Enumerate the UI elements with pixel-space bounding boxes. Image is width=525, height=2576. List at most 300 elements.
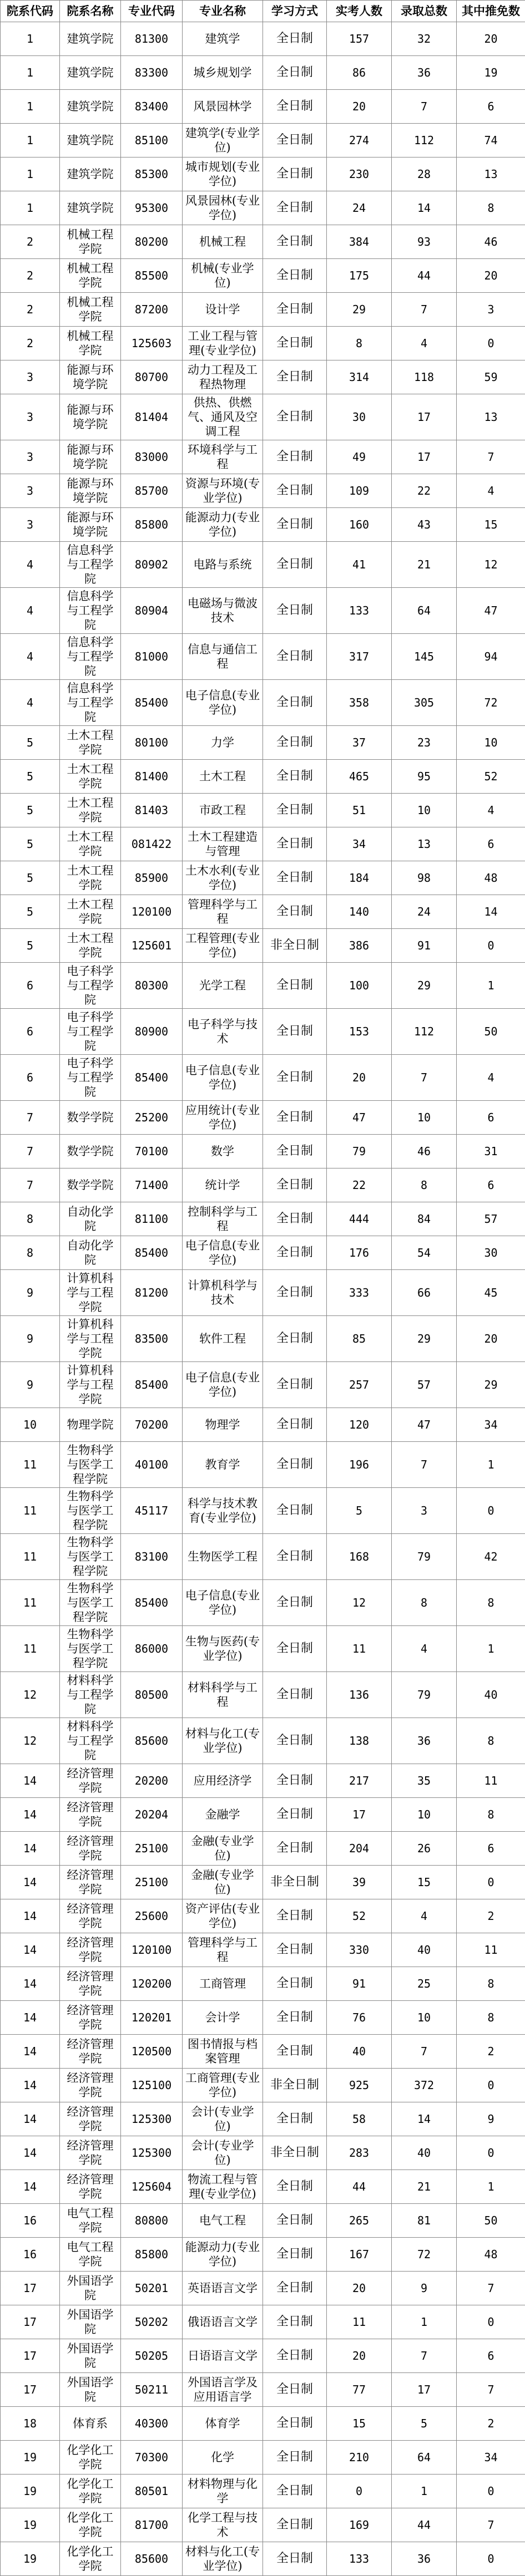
table-body bbox=[1, 22, 525, 2576]
recommended-count-cell: 7 bbox=[457, 2508, 525, 2542]
admit-total-cell: 35 bbox=[392, 1764, 457, 1798]
admit-total-cell: 36 bbox=[392, 2542, 457, 2576]
recommended-count-cell: 29 bbox=[457, 1362, 525, 1408]
admit-total-cell: 4 bbox=[392, 1899, 457, 1933]
major-name-cell: 软件工程 bbox=[183, 1316, 263, 1362]
dept-code-cell: 9 bbox=[1, 1362, 60, 1408]
major-code-cell: 120200 bbox=[121, 1967, 183, 2001]
dept-code-cell: 6 bbox=[1, 963, 60, 1009]
admit-total-cell: 43 bbox=[392, 508, 457, 542]
table-row bbox=[1, 929, 525, 963]
recommended-count-cell: 94 bbox=[457, 634, 525, 680]
dept-code-cell: 19 bbox=[1, 2441, 60, 2475]
major-name-cell: 能源动力(专业学位) bbox=[183, 2238, 263, 2272]
dept-name-cell: 计算机科学与工程学院 bbox=[60, 1316, 121, 1362]
dept-code-cell: 19 bbox=[1, 2508, 60, 2542]
study-mode-cell: 全日制 bbox=[263, 1626, 327, 1672]
dept-code-cell: 14 bbox=[1, 2102, 60, 2136]
dept-code-cell: 5 bbox=[1, 726, 60, 760]
study-mode-cell: 全日制 bbox=[263, 1488, 327, 1534]
exam-count-cell: 169 bbox=[327, 2508, 392, 2542]
major-code-cell: 83400 bbox=[121, 90, 183, 124]
dept-code-cell: 2 bbox=[1, 293, 60, 327]
recommended-count-cell: 4 bbox=[457, 1055, 525, 1101]
dept-code-cell: 10 bbox=[1, 1408, 60, 1442]
major-code-cell: 85400 bbox=[121, 680, 183, 726]
exam-count-cell: 85 bbox=[327, 1316, 392, 1362]
dept-name-cell: 数学学院 bbox=[60, 1168, 121, 1202]
major-name-cell: 工商管理 bbox=[183, 1967, 263, 2001]
study-mode-cell: 全日制 bbox=[263, 1672, 327, 1718]
admit-total-cell: 372 bbox=[392, 2069, 457, 2102]
admit-total-cell: 10 bbox=[392, 1798, 457, 1832]
major-name-cell: 工业工程与管理(专业学位) bbox=[183, 327, 263, 360]
recommended-count-cell: 1 bbox=[457, 1442, 525, 1488]
major-code-cell: 120500 bbox=[121, 2035, 183, 2069]
dept-name-cell: 生物科学与医学工程学院 bbox=[60, 1534, 121, 1580]
major-code-cell: 081422 bbox=[121, 827, 183, 861]
exam-count-cell: 109 bbox=[327, 474, 392, 508]
table-row bbox=[1, 1866, 525, 1899]
recommended-count-cell: 1 bbox=[457, 963, 525, 1009]
study-mode-cell: 非全日制 bbox=[263, 1866, 327, 1899]
dept-name-cell: 建筑学院 bbox=[60, 56, 121, 90]
major-name-cell: 电子信息(专业学位) bbox=[183, 1055, 263, 1101]
dept-name-cell: 信息科学与工程学院 bbox=[60, 634, 121, 680]
dept-name-cell: 物理学院 bbox=[60, 1408, 121, 1442]
major-name-cell: 应用统计(专业学位) bbox=[183, 1101, 263, 1135]
dept-code-cell: 14 bbox=[1, 2136, 60, 2170]
major-code-cell: 80300 bbox=[121, 963, 183, 1009]
admit-total-cell: 57 bbox=[392, 1362, 457, 1408]
major-code-cell: 70300 bbox=[121, 2441, 183, 2475]
exam-count-cell: 51 bbox=[327, 794, 392, 827]
table-row bbox=[1, 963, 525, 1009]
table-row bbox=[1, 2238, 525, 2272]
dept-name-cell: 外国语学院 bbox=[60, 2373, 121, 2407]
major-name-cell: 光学工程 bbox=[183, 963, 263, 1009]
dept-name-cell: 计算机科学与工程学院 bbox=[60, 1270, 121, 1316]
table-row bbox=[1, 794, 525, 827]
major-name-cell: 日语语言文学 bbox=[183, 2339, 263, 2373]
major-code-cell: 80700 bbox=[121, 360, 183, 394]
study-mode-cell: 全日制 bbox=[263, 827, 327, 861]
admit-total-cell: 95 bbox=[392, 760, 457, 794]
dept-name-cell: 能源与环境学院 bbox=[60, 394, 121, 440]
table-row bbox=[1, 2170, 525, 2204]
dept-name-cell: 经济管理学院 bbox=[60, 2170, 121, 2204]
study-mode-cell: 全日制 bbox=[263, 963, 327, 1009]
admit-total-cell: 22 bbox=[392, 474, 457, 508]
admit-total-cell: 91 bbox=[392, 929, 457, 963]
dept-code-cell: 12 bbox=[1, 1718, 60, 1764]
study-mode-cell: 全日制 bbox=[263, 1718, 327, 1764]
dept-code-cell: 1 bbox=[1, 124, 60, 157]
dept-name-cell: 能源与环境学院 bbox=[60, 474, 121, 508]
table-row bbox=[1, 1316, 525, 1362]
table-row bbox=[1, 760, 525, 794]
study-mode-cell: 全日制 bbox=[263, 394, 327, 440]
admit-total-cell: 46 bbox=[392, 1135, 457, 1168]
dept-name-cell: 信息科学与工程学院 bbox=[60, 680, 121, 726]
exam-count-cell: 0 bbox=[327, 2475, 392, 2508]
major-code-cell: 25600 bbox=[121, 1899, 183, 1933]
recommended-count-cell: 34 bbox=[457, 1408, 525, 1442]
admit-total-cell: 21 bbox=[392, 542, 457, 588]
study-mode-cell: 全日制 bbox=[263, 1135, 327, 1168]
dept-code-cell: 5 bbox=[1, 895, 60, 929]
recommended-count-cell: 8 bbox=[457, 191, 525, 225]
major-code-cell: 95300 bbox=[121, 191, 183, 225]
study-mode-cell: 全日制 bbox=[263, 634, 327, 680]
dept-name-cell: 数学学院 bbox=[60, 1101, 121, 1135]
study-mode-cell: 全日制 bbox=[263, 2475, 327, 2508]
table-row bbox=[1, 895, 525, 929]
major-name-cell: 材料科学与工程 bbox=[183, 1672, 263, 1718]
exam-count-cell: 100 bbox=[327, 963, 392, 1009]
admit-total-cell: 5 bbox=[392, 2407, 457, 2441]
major-name-cell: 体育学 bbox=[183, 2407, 263, 2441]
study-mode-cell: 全日制 bbox=[263, 1832, 327, 1866]
major-code-cell: 80501 bbox=[121, 2475, 183, 2508]
table-row bbox=[1, 2069, 525, 2102]
major-name-cell: 能源动力(专业学位) bbox=[183, 508, 263, 542]
table-row bbox=[1, 2441, 525, 2475]
recommended-count-cell: 19 bbox=[457, 56, 525, 90]
major-code-cell: 85400 bbox=[121, 1055, 183, 1101]
recommended-count-cell: 0 bbox=[457, 929, 525, 963]
dept-code-cell: 11 bbox=[1, 1580, 60, 1626]
admit-total-cell: 4 bbox=[392, 1626, 457, 1672]
admit-total-cell: 81 bbox=[392, 2204, 457, 2238]
exam-count-cell: 40 bbox=[327, 2035, 392, 2069]
major-code-cell: 85400 bbox=[121, 1236, 183, 1270]
table-row bbox=[1, 2035, 525, 2069]
table-row bbox=[1, 360, 525, 394]
table-row bbox=[1, 1798, 525, 1832]
exam-count-cell: 196 bbox=[327, 1442, 392, 1488]
exam-count-cell: 20 bbox=[327, 2272, 392, 2305]
recommended-count-cell: 20 bbox=[457, 259, 525, 293]
dept-code-cell: 8 bbox=[1, 1236, 60, 1270]
study-mode-cell: 全日制 bbox=[263, 2339, 327, 2373]
recommended-count-cell: 48 bbox=[457, 861, 525, 895]
dept-code-cell: 14 bbox=[1, 1967, 60, 2001]
major-name-cell: 工商管理(专业学位) bbox=[183, 2069, 263, 2102]
admit-total-cell: 40 bbox=[392, 2136, 457, 2170]
major-name-cell: 科学与技术教育(专业学位) bbox=[183, 1488, 263, 1534]
dept-name-cell: 化学化工学院 bbox=[60, 2475, 121, 2508]
recommended-count-cell: 0 bbox=[457, 2475, 525, 2508]
exam-count-cell: 8 bbox=[327, 327, 392, 360]
dept-code-cell: 4 bbox=[1, 588, 60, 634]
dept-name-cell: 建筑学院 bbox=[60, 191, 121, 225]
exam-count-cell: 86 bbox=[327, 56, 392, 90]
recommended-count-cell: 47 bbox=[457, 588, 525, 634]
dept-name-cell: 材料科学与工程学院 bbox=[60, 1718, 121, 1764]
dept-code-cell: 17 bbox=[1, 2305, 60, 2339]
major-code-cell: 71400 bbox=[121, 1168, 183, 1202]
dept-code-cell: 18 bbox=[1, 2407, 60, 2441]
exam-count-cell: 136 bbox=[327, 1672, 392, 1718]
dept-code-cell: 14 bbox=[1, 2069, 60, 2102]
study-mode-cell: 全日制 bbox=[263, 2373, 327, 2407]
study-mode-cell: 全日制 bbox=[263, 191, 327, 225]
table-row bbox=[1, 191, 525, 225]
exam-count-cell: 29 bbox=[327, 293, 392, 327]
recommended-count-cell: 7 bbox=[457, 2373, 525, 2407]
major-code-cell: 125300 bbox=[121, 2102, 183, 2136]
major-name-cell: 土木工程 bbox=[183, 760, 263, 794]
dept-name-cell: 材料科学与工程学院 bbox=[60, 1672, 121, 1718]
table-row bbox=[1, 327, 525, 360]
recommended-count-cell: 8 bbox=[457, 1798, 525, 1832]
dept-code-cell: 14 bbox=[1, 1798, 60, 1832]
dept-code-cell: 14 bbox=[1, 2170, 60, 2204]
dept-code-cell: 14 bbox=[1, 2035, 60, 2069]
major-code-cell: 87200 bbox=[121, 293, 183, 327]
study-mode-cell: 全日制 bbox=[263, 474, 327, 508]
dept-name-cell: 经济管理学院 bbox=[60, 1832, 121, 1866]
major-code-cell: 80200 bbox=[121, 225, 183, 259]
table-row bbox=[1, 2407, 525, 2441]
table-row bbox=[1, 157, 525, 191]
exam-count-cell: 79 bbox=[327, 1135, 392, 1168]
dept-code-cell: 3 bbox=[1, 440, 60, 474]
dept-name-cell: 土木工程学院 bbox=[60, 794, 121, 827]
study-mode-cell: 全日制 bbox=[263, 157, 327, 191]
admit-total-cell: 14 bbox=[392, 2102, 457, 2136]
major-code-cell: 25100 bbox=[121, 1866, 183, 1899]
dept-code-cell: 4 bbox=[1, 680, 60, 726]
study-mode-cell: 全日制 bbox=[263, 895, 327, 929]
major-code-cell: 50202 bbox=[121, 2305, 183, 2339]
header-dept-code: 院系代码 bbox=[1, 1, 60, 22]
dept-code-cell: 11 bbox=[1, 1534, 60, 1580]
major-name-cell: 计算机科学与技术 bbox=[183, 1270, 263, 1316]
dept-name-cell: 建筑学院 bbox=[60, 90, 121, 124]
table-row bbox=[1, 440, 525, 474]
major-name-cell: 电子信息(专业学位) bbox=[183, 1580, 263, 1626]
major-code-cell: 83100 bbox=[121, 1534, 183, 1580]
study-mode-cell: 全日制 bbox=[263, 1270, 327, 1316]
exam-count-cell: 157 bbox=[327, 22, 392, 56]
exam-count-cell: 39 bbox=[327, 1866, 392, 1899]
dept-name-cell: 经济管理学院 bbox=[60, 1899, 121, 1933]
study-mode-cell: 全日制 bbox=[263, 1316, 327, 1362]
dept-code-cell: 6 bbox=[1, 1009, 60, 1055]
major-name-cell: 金融(专业学位) bbox=[183, 1832, 263, 1866]
dept-name-cell: 能源与环境学院 bbox=[60, 508, 121, 542]
major-name-cell: 物理学 bbox=[183, 1408, 263, 1442]
dept-name-cell: 建筑学院 bbox=[60, 157, 121, 191]
dept-code-cell: 17 bbox=[1, 2272, 60, 2305]
exam-count-cell: 153 bbox=[327, 1009, 392, 1055]
study-mode-cell: 全日制 bbox=[263, 1798, 327, 1832]
recommended-count-cell: 0 bbox=[457, 2136, 525, 2170]
major-name-cell: 环境科学与工程 bbox=[183, 440, 263, 474]
dept-code-cell: 14 bbox=[1, 1764, 60, 1798]
major-name-cell: 会计(专业学位) bbox=[183, 2136, 263, 2170]
header-recommended-count: 其中推免数 bbox=[457, 1, 525, 22]
table-row bbox=[1, 634, 525, 680]
dept-code-cell: 4 bbox=[1, 542, 60, 588]
admit-total-cell: 79 bbox=[392, 1534, 457, 1580]
table-row bbox=[1, 1362, 525, 1408]
major-code-cell: 85800 bbox=[121, 2238, 183, 2272]
major-code-cell: 50201 bbox=[121, 2272, 183, 2305]
table-row bbox=[1, 225, 525, 259]
table-row bbox=[1, 2136, 525, 2170]
table-row bbox=[1, 56, 525, 90]
exam-count-cell: 167 bbox=[327, 2238, 392, 2272]
table-row bbox=[1, 22, 525, 56]
dept-name-cell: 生物科学与医学工程学院 bbox=[60, 1442, 121, 1488]
study-mode-cell: 全日制 bbox=[263, 542, 327, 588]
study-mode-cell: 全日制 bbox=[263, 1055, 327, 1101]
major-code-cell: 81404 bbox=[121, 394, 183, 440]
major-code-cell: 85300 bbox=[121, 157, 183, 191]
dept-code-cell: 2 bbox=[1, 259, 60, 293]
admit-total-cell: 79 bbox=[392, 1672, 457, 1718]
study-mode-cell: 全日制 bbox=[263, 588, 327, 634]
major-code-cell: 40100 bbox=[121, 1442, 183, 1488]
table-row bbox=[1, 680, 525, 726]
dept-code-cell: 1 bbox=[1, 90, 60, 124]
dept-name-cell: 生物科学与医学工程学院 bbox=[60, 1580, 121, 1626]
admit-total-cell: 54 bbox=[392, 1236, 457, 1270]
admit-total-cell: 9 bbox=[392, 2272, 457, 2305]
table-row bbox=[1, 1672, 525, 1718]
admit-total-cell: 44 bbox=[392, 2508, 457, 2542]
major-name-cell: 风景园林(专业学位) bbox=[183, 191, 263, 225]
table-row bbox=[1, 394, 525, 440]
dept-name-cell: 生物科学与医学工程学院 bbox=[60, 1626, 121, 1672]
exam-count-cell: 30 bbox=[327, 394, 392, 440]
major-code-cell: 81400 bbox=[121, 760, 183, 794]
header-major-name: 专业名称 bbox=[183, 1, 263, 22]
recommended-count-cell: 2 bbox=[457, 1899, 525, 1933]
admit-total-cell: 7 bbox=[392, 2339, 457, 2373]
table-row bbox=[1, 1408, 525, 1442]
dept-code-cell: 17 bbox=[1, 2373, 60, 2407]
table-row bbox=[1, 1270, 525, 1316]
exam-count-cell: 12 bbox=[327, 1580, 392, 1626]
major-name-cell: 建筑学(专业学位) bbox=[183, 124, 263, 157]
major-code-cell: 81300 bbox=[121, 22, 183, 56]
admit-total-cell: 24 bbox=[392, 895, 457, 929]
major-name-cell: 电子信息(专业学位) bbox=[183, 1236, 263, 1270]
study-mode-cell: 全日制 bbox=[263, 2001, 327, 2035]
recommended-count-cell: 20 bbox=[457, 22, 525, 56]
table-row bbox=[1, 1236, 525, 1270]
exam-count-cell: 160 bbox=[327, 508, 392, 542]
dept-name-cell: 建筑学院 bbox=[60, 124, 121, 157]
table-row bbox=[1, 2508, 525, 2542]
dept-code-cell: 7 bbox=[1, 1168, 60, 1202]
exam-count-cell: 41 bbox=[327, 542, 392, 588]
major-name-cell: 电子信息(专业学位) bbox=[183, 1362, 263, 1408]
major-code-cell: 81100 bbox=[121, 1202, 183, 1236]
study-mode-cell: 全日制 bbox=[263, 259, 327, 293]
major-name-cell: 电磁场与微波技术 bbox=[183, 588, 263, 634]
recommended-count-cell: 9 bbox=[457, 2102, 525, 2136]
dept-code-cell: 1 bbox=[1, 157, 60, 191]
admit-total-cell: 10 bbox=[392, 2001, 457, 2035]
dept-code-cell: 14 bbox=[1, 2001, 60, 2035]
dept-name-cell: 经济管理学院 bbox=[60, 1933, 121, 1967]
exam-count-cell: 76 bbox=[327, 2001, 392, 2035]
recommended-count-cell: 12 bbox=[457, 542, 525, 588]
recommended-count-cell: 13 bbox=[457, 394, 525, 440]
dept-name-cell: 能源与环境学院 bbox=[60, 360, 121, 394]
exam-count-cell: 204 bbox=[327, 1832, 392, 1866]
recommended-count-cell: 8 bbox=[457, 2001, 525, 2035]
dept-name-cell: 能源与环境学院 bbox=[60, 440, 121, 474]
dept-name-cell: 自动化学院 bbox=[60, 1236, 121, 1270]
dept-name-cell: 土木工程学院 bbox=[60, 827, 121, 861]
recommended-count-cell: 7 bbox=[457, 440, 525, 474]
table-row bbox=[1, 2272, 525, 2305]
major-code-cell: 85400 bbox=[121, 1580, 183, 1626]
table-row bbox=[1, 90, 525, 124]
dept-code-cell: 3 bbox=[1, 508, 60, 542]
dept-code-cell: 14 bbox=[1, 1832, 60, 1866]
major-name-cell: 俄语语言文学 bbox=[183, 2305, 263, 2339]
exam-count-cell: 330 bbox=[327, 1933, 392, 1967]
admit-total-cell: 8 bbox=[392, 1168, 457, 1202]
study-mode-cell: 全日制 bbox=[263, 327, 327, 360]
admit-total-cell: 13 bbox=[392, 827, 457, 861]
admit-total-cell: 14 bbox=[392, 191, 457, 225]
recommended-count-cell: 15 bbox=[457, 508, 525, 542]
dept-code-cell: 5 bbox=[1, 929, 60, 963]
admit-total-cell: 29 bbox=[392, 1316, 457, 1362]
exam-count-cell: 925 bbox=[327, 2069, 392, 2102]
admit-total-cell: 98 bbox=[392, 861, 457, 895]
major-name-cell: 风景园林学 bbox=[183, 90, 263, 124]
major-code-cell: 80904 bbox=[121, 588, 183, 634]
exam-count-cell: 20 bbox=[327, 1055, 392, 1101]
major-name-cell: 资源与环境(专业学位) bbox=[183, 474, 263, 508]
recommended-count-cell: 10 bbox=[457, 726, 525, 760]
table-row bbox=[1, 726, 525, 760]
exam-count-cell: 47 bbox=[327, 1101, 392, 1135]
dept-name-cell: 机械工程学院 bbox=[60, 225, 121, 259]
recommended-count-cell: 0 bbox=[457, 1866, 525, 1899]
admit-total-cell: 66 bbox=[392, 1270, 457, 1316]
admit-total-cell: 29 bbox=[392, 963, 457, 1009]
study-mode-cell: 全日制 bbox=[263, 2305, 327, 2339]
major-name-cell: 控制科学与工程 bbox=[183, 1202, 263, 1236]
recommended-count-cell: 42 bbox=[457, 1534, 525, 1580]
exam-count-cell: 133 bbox=[327, 2542, 392, 2576]
admit-total-cell: 7 bbox=[392, 2035, 457, 2069]
dept-code-cell: 1 bbox=[1, 56, 60, 90]
major-code-cell: 80500 bbox=[121, 1672, 183, 1718]
major-code-cell: 85900 bbox=[121, 861, 183, 895]
table-row bbox=[1, 1101, 525, 1135]
header-dept-name: 院系名称 bbox=[60, 1, 121, 22]
recommended-count-cell: 0 bbox=[457, 2305, 525, 2339]
study-mode-cell: 全日制 bbox=[263, 1168, 327, 1202]
major-name-cell: 应用经济学 bbox=[183, 1764, 263, 1798]
exam-count-cell: 17 bbox=[327, 1798, 392, 1832]
major-code-cell: 50211 bbox=[121, 2373, 183, 2407]
admit-total-cell: 3 bbox=[392, 1488, 457, 1534]
major-name-cell: 统计学 bbox=[183, 1168, 263, 1202]
exam-count-cell: 138 bbox=[327, 1718, 392, 1764]
